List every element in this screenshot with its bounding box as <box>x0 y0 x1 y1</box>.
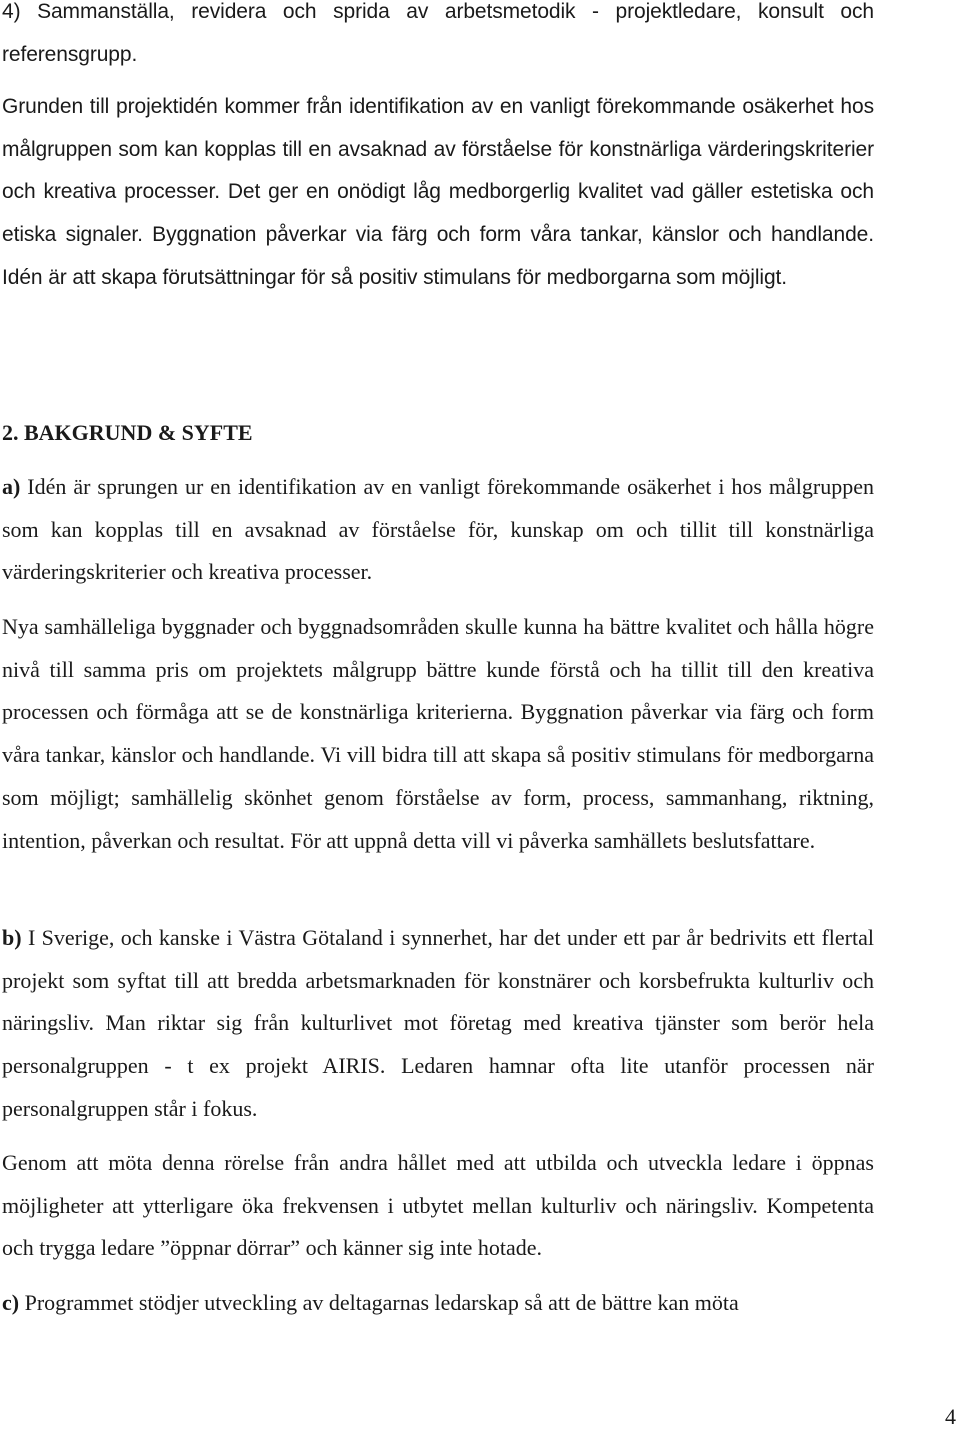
intro-list-item-4: 4) Sammanställa, revidera och sprida av arbetsmetodik - projektledare, konsult och referensgrupp. <box>2 0 874 66</box>
leaders-paragraph: Genom att möta denna rörelse från andra hållet med att utbilda och utveckla ledare i öppnas möjligheter att ytterligare öka frekvensen i utbytet mellan kulturliv och näringsliv. Kompetenta och trygga ledare ”öppnar dörrar” och känner sig inte hotade. <box>2 1150 874 1261</box>
project-idea-paragraph: Grunden till projektidén kommer från identifikation av en vanligt förekommande osäkerhet hos målgruppen som kan kopplas till en avsaknad av förståelse för konstnärliga värderingskriterier och kreativa processer. Det ger en onödigt låg medborgerlig kvalitet vad gäller estetiska och etiska signaler. Byggnation påverkar via färg och form våra tankar, känslor och handlande. Idén är att skapa förutsättningar för så positiv stimulans för medborgarna som möjligt. <box>2 95 874 289</box>
item-b-text: I Sverige, och kanske i Västra Götaland i synnerhet, har det under ett par år bedrivits ett flertal projekt som syftat till att bredda arbetsmarknaden för konstnärer och korsbefrukta kulturliv och näringsliv. Man riktar sig från kulturlivet mot företag med kreativa tjänster som berör hela personalgruppen - t ex projekt AIRIS. Ledaren hamnar ofta lite utanför processen när personalgruppen står i fokus. <box>2 925 875 1121</box>
item-b-paragraph <box>2 917 874 1131</box>
item-c-paragraph <box>2 1282 874 1325</box>
item-a-label: a) <box>2 474 21 499</box>
item-b-label: b) <box>2 925 22 950</box>
item-c-text: Programmet stödjer utveckling av deltagarnas ledarskap så att de bättre kan möta <box>24 1290 739 1315</box>
item-c-label: c) <box>2 1290 20 1315</box>
page-number: 4 <box>945 1404 956 1429</box>
section-heading: 2. BAKGRUND & SYFTE <box>2 420 253 445</box>
buildings-quality-paragraph: Nya samhälleliga byggnader och byggnadsområden skulle kunna ha bättre kvalitet och hålla högre nivå till samma pris om projektets målgrupp bättre kunde förstå och ha tillit till den kreativa processen och förmåga att se de konstnärliga kriterierna. Byggnation påverkar via färg och form våra tankar, känslor och handlande. Vi vill bidra till att skapa så positiv stimulans för medborgarna som möjligt; samhällelig skönhet genom förståelse av form, process, sammanhang, riktning, intention, påverkan och resultat. För att uppnå detta vill vi påverka samhällets beslutsfattare. <box>2 614 874 853</box>
item-a-paragraph <box>2 466 874 594</box>
item-a-text: Idén är sprungen ur en identifikation av en vanligt förekommande osäkerhet i hos målgruppen som kan kopplas till en avsaknad av förståelse för, kunskap om och tillit till konstnärliga värderingskriterier och kreativa processer. <box>2 474 875 585</box>
